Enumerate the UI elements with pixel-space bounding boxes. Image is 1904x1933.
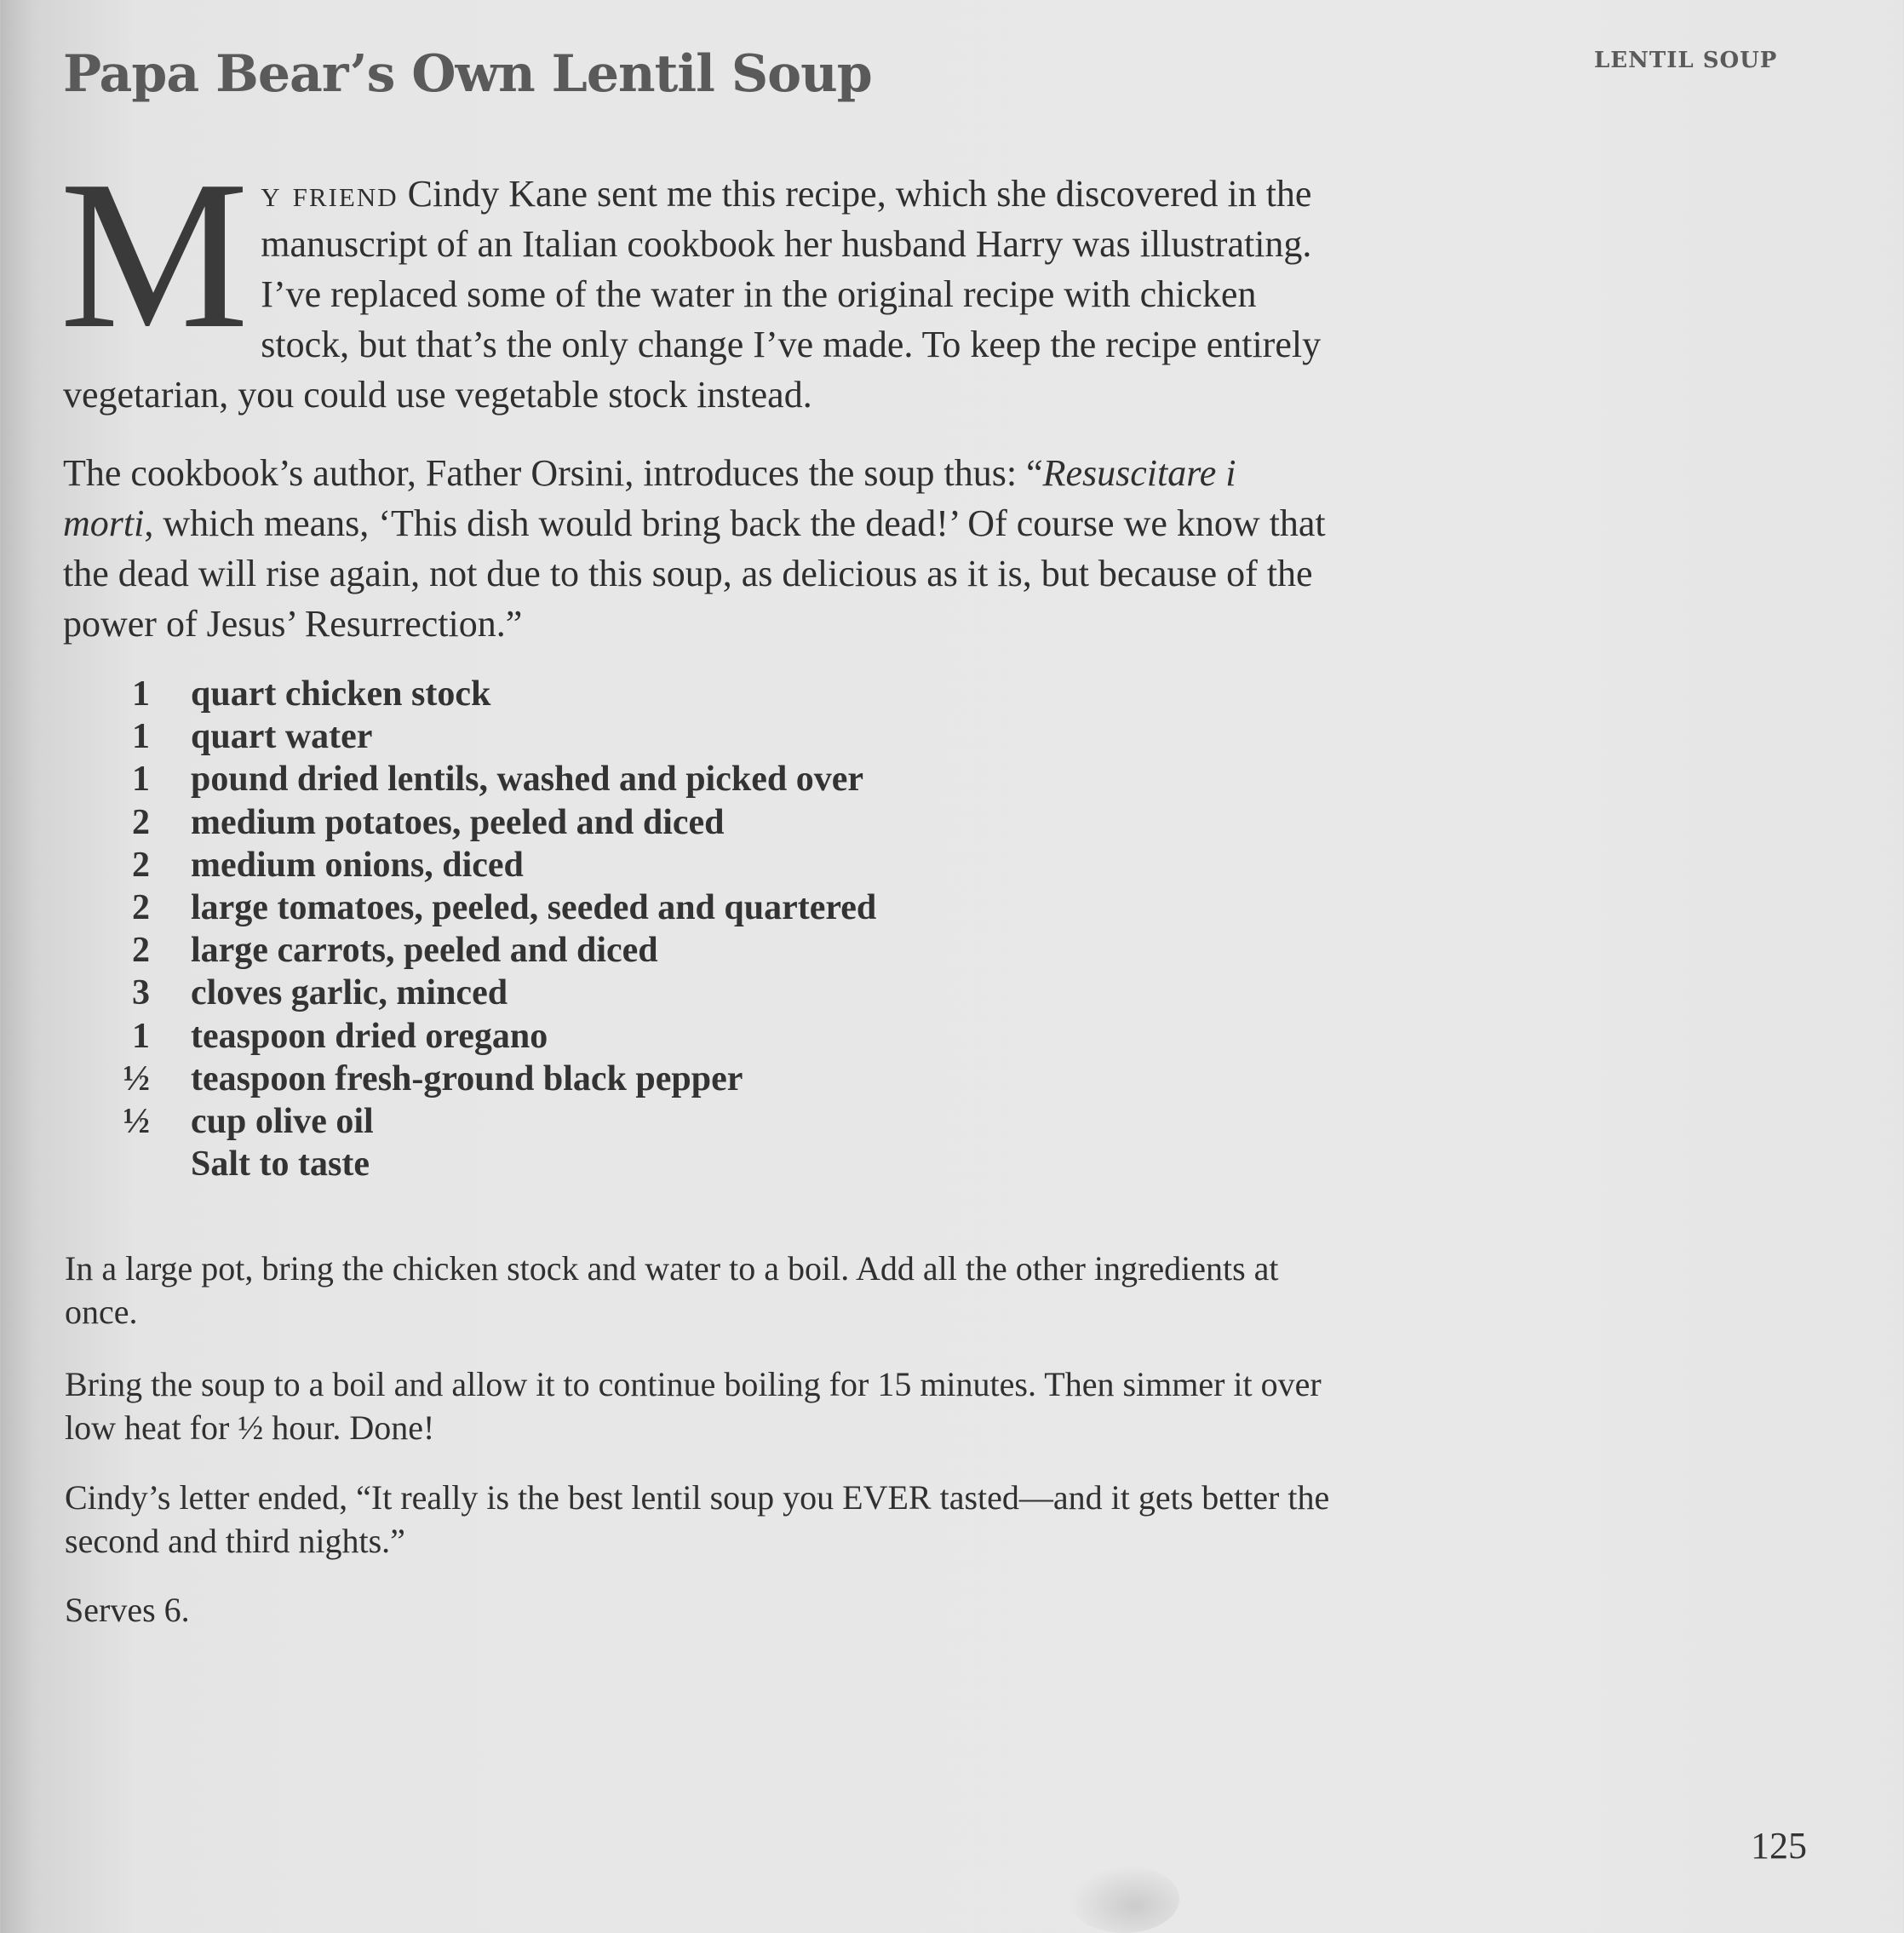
serving-count: Serves 6. <box>65 1591 190 1629</box>
ingredient-qty: 1 <box>132 1016 150 1056</box>
ingredient-item <box>111 929 1133 972</box>
ingredient-qty <box>111 1143 150 1185</box>
method-step: In a large pot, bring the chicken stock and water to a boil. Add all the other ingredients at once. <box>65 1249 1279 1331</box>
ingredient-qty: 2 <box>132 845 150 885</box>
ingredient-name: quart water <box>191 717 373 757</box>
page-number: 125 <box>1751 1825 1807 1867</box>
ingredient-item <box>111 1100 1133 1143</box>
ingredient-qty: 1 <box>132 717 150 757</box>
ingredient-name: large carrots, peeled and diced <box>191 931 658 971</box>
ingredient-qty: 3 <box>132 973 150 1013</box>
ingredient-qty: 1 <box>132 674 150 714</box>
ingredient-name: teaspoon dried oregano <box>191 1016 548 1056</box>
ingredient-name: large tomatoes, peeled, seeded and quartered <box>191 887 877 927</box>
ingredient-qty: 2 <box>132 931 150 971</box>
ingredient-item <box>111 1015 1133 1058</box>
paper-stain <box>1069 1865 1179 1933</box>
ingredient-qty: ½ <box>123 1058 150 1098</box>
running-head: LENTIL SOUP <box>1594 48 1778 73</box>
ingredient-name: teaspoon fresh-ground black pepper <box>191 1058 743 1098</box>
intro-lead-in: y friend <box>261 173 399 215</box>
ingredient-qty: 1 <box>132 760 150 800</box>
ingredient-item <box>111 844 1133 886</box>
recipe-title: Papa Bear’s Own Lentil Soup <box>63 44 872 104</box>
ingredient-name: pound dried lentils, washed and picked over <box>191 760 864 800</box>
ingredient-name: quart chicken stock <box>191 674 491 714</box>
ingredient-name: cup olive oil <box>191 1101 374 1141</box>
ingredient-qty: 2 <box>132 802 150 842</box>
ingredient-name: medium onions, diced <box>191 845 524 885</box>
ingredient-list <box>111 673 1133 1185</box>
ingredient-item <box>111 1058 1133 1100</box>
quote-text-before: The cookbook’s author, Father Orsini, introduces the soup thus: “ <box>63 452 1043 494</box>
quote-text-after: , which means, ‘This dish would bring back the dead!’ Of course we know that the dead will rise again, not due to this soup, as delicious as it is, but because of the power of Jesus’ Resurrection.” <box>63 502 1326 645</box>
drop-cap: M <box>60 137 249 373</box>
intro-text: Cindy Kane sent me this recipe, which she discovered in the manuscript of an Italian cookbook her husband Harry was illustrating. I’ve replaced some of the water in the original recipe with chicken stock, but that’s the only change I’ve made. To keep the recipe entirely vegetarian, you could use vegetable stock instead. <box>63 173 1322 416</box>
ingredient-item <box>111 758 1133 800</box>
intro-paragraph <box>60 137 1332 420</box>
ingredient-item <box>111 972 1133 1014</box>
ingredient-item <box>111 801 1133 844</box>
ingredient-name: cloves garlic, minced <box>191 973 508 1013</box>
ingredient-name: medium potatoes, peeled and diced <box>191 802 725 842</box>
ingredient-item <box>111 715 1133 758</box>
closing-note: Cindy’s letter ended, “It really is the best lentil soup you EVER tasted—and it gets better the second and third nights.” <box>65 1478 1330 1560</box>
ingredient-item <box>111 1143 1133 1185</box>
quote-paragraph <box>63 448 1332 649</box>
quote-italic: Resuscitare i morti <box>63 452 1236 544</box>
ingredient-qty: 2 <box>132 887 150 927</box>
ingredient-qty: ½ <box>123 1101 150 1141</box>
ingredient-item <box>111 886 1133 929</box>
method-step: Bring the soup to a boil and allow it to continue boiling for 15 minutes. Then simmer it over low heat for ½ hour. Done! <box>65 1365 1322 1447</box>
ingredient-item <box>111 673 1133 715</box>
ingredient-name: Salt to taste <box>191 1144 370 1184</box>
